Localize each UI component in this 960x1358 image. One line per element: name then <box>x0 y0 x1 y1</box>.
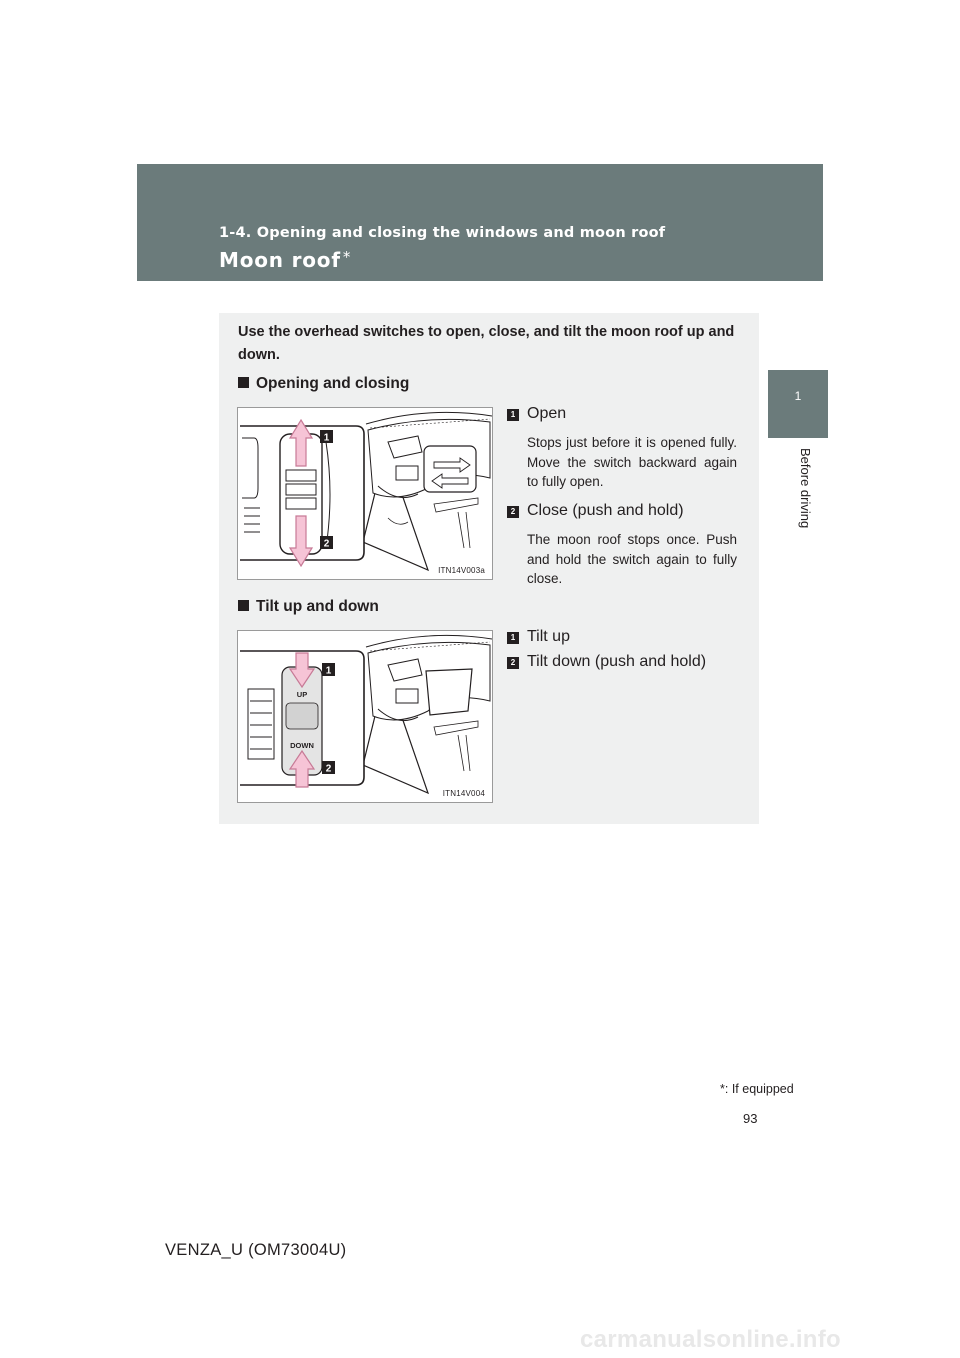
page-title-text: Moon roof <box>219 248 341 272</box>
section-heading-tilt: Tilt up and down <box>238 598 379 616</box>
bullet-square-icon <box>238 600 249 611</box>
up-label: UP <box>296 690 308 699</box>
number-badge: 1 <box>507 409 519 421</box>
document-code: VENZA_U (OM73004U) <box>165 1241 347 1259</box>
svg-text:1: 1 <box>325 665 332 677</box>
figure-code: ITN14V004 <box>442 789 485 798</box>
switch-illustration <box>238 631 493 803</box>
page-title <box>219 248 351 272</box>
section-title: 1-4. Opening and closing the windows and moon roof <box>219 225 666 241</box>
item-title: Tilt down (push and hold) <box>527 653 707 670</box>
item-tilt-down <box>507 653 737 671</box>
chapter-label: Before driving <box>798 448 813 529</box>
item-open <box>507 405 737 492</box>
number-badge: 1 <box>507 632 519 644</box>
if-equipped-mark: * <box>720 1082 725 1096</box>
footnote-text: : If equipped <box>724 1082 794 1096</box>
svg-text:2: 2 <box>323 538 330 550</box>
page-number: 93 <box>743 1111 758 1126</box>
content-panel <box>219 313 759 824</box>
bullet-square-icon <box>238 377 249 388</box>
number-badge: 2 <box>507 657 519 669</box>
switch-illustration <box>238 408 493 580</box>
item-tilt-up <box>507 628 737 646</box>
chapter-tab <box>768 370 828 438</box>
item-description: The moon roof stops once. Push and hold the switch again to fully close. <box>527 532 737 586</box>
number-badge: 2 <box>507 506 519 518</box>
item-description: Stops just before it is opened fully. Move the switch backward again to fully open. <box>527 435 737 489</box>
item-title: Close (push and hold) <box>527 502 684 519</box>
item-close <box>507 502 737 589</box>
section-heading-opening: Opening and closing <box>238 375 409 393</box>
footnote <box>720 1082 794 1096</box>
chapter-number: 1 <box>794 389 802 403</box>
svg-text:1: 1 <box>323 432 330 444</box>
figure-code: ITN14V003a <box>438 566 485 575</box>
intro-text: Use the overhead switches to open, close, and tilt the moon roof up and down. <box>238 324 735 363</box>
item-title: Tilt up <box>527 628 570 645</box>
figure-tilt <box>237 630 493 803</box>
item-title: Open <box>527 405 567 422</box>
figure-opening-closing <box>237 407 493 580</box>
if-equipped-mark: * <box>342 248 352 266</box>
chapter-header <box>137 164 823 281</box>
watermark: carmanualsonline.info <box>580 1326 842 1353</box>
down-label: DOWN <box>290 741 314 750</box>
svg-text:2: 2 <box>325 763 332 775</box>
